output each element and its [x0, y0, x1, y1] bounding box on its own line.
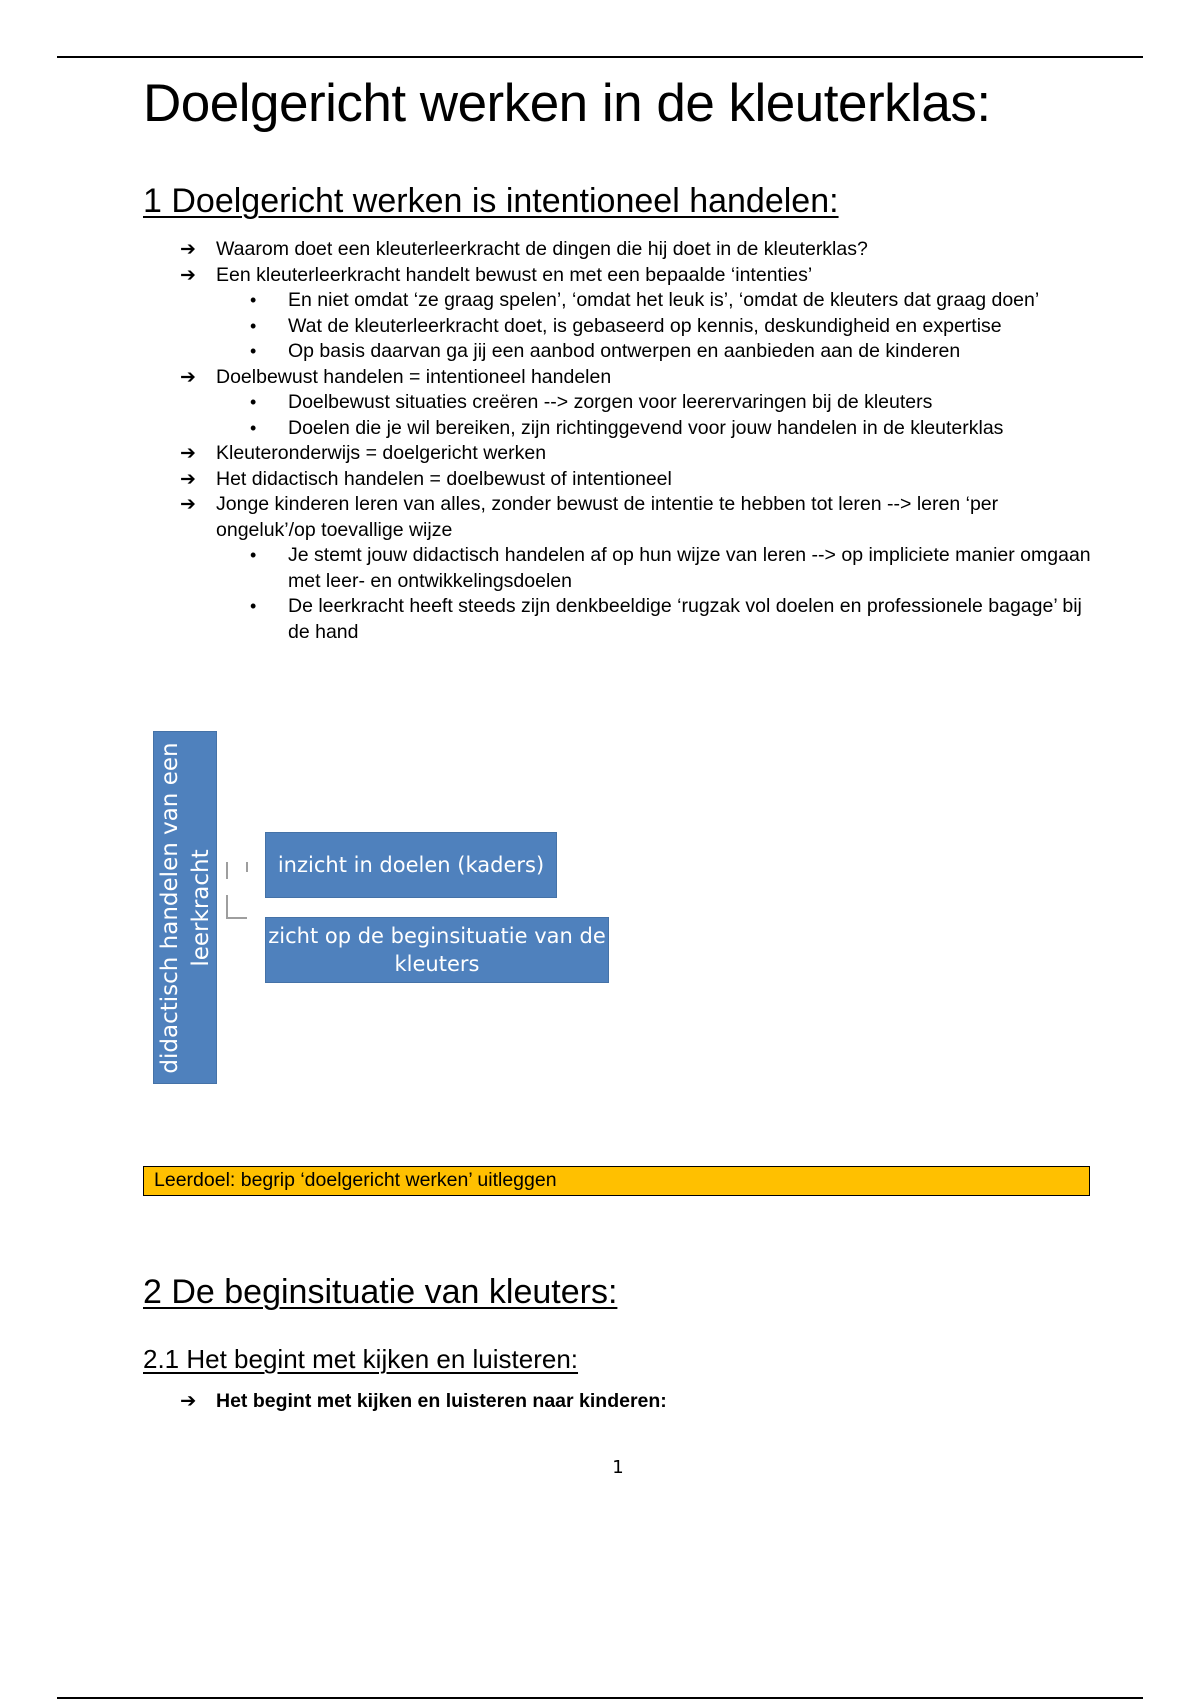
bullet-item: • En niet omdat ‘ze graag spelen’, ‘omdat het leuk is’, ‘omdat de kleuters dat graag doen’ — [180, 288, 1100, 314]
diagram-child-box-start-situation: zicht op de beginsituatie van de kleuters — [265, 917, 609, 983]
diagram-root-label: didactisch handelen van een leerkracht — [157, 742, 214, 1074]
list-item: ➔ Doelbewust handelen = intentioneel handelen — [180, 365, 1100, 391]
bullet-icon: • — [250, 545, 257, 565]
bullet-icon: • — [250, 290, 257, 310]
bullet-item: • De leerkracht heeft steeds zijn denkbeeldige ‘rugzak vol doelen en professionele bagage’ bij de hand — [250, 595, 1082, 643]
section-2-1-heading: 2.1 Het begint met kijken en luisteren: — [143, 1344, 579, 1374]
arrow-icon: ➔ — [180, 238, 196, 260]
bullet-icon: • — [250, 392, 257, 412]
diagram-root-box — [153, 731, 217, 1084]
list-item: ➔ Een kleuterleerkracht handelt bewust en met een bepaalde ‘intenties’ — [180, 263, 1100, 289]
arrow-icon: ➔ — [180, 1389, 197, 1412]
bullet-item: • Doelen die je wil bereiken, zijn richtinggevend voor jouw handelen in de kleuterklas — [180, 416, 1100, 442]
list-item: ➔ Jonge kinderen leren van alles, zonder bewust de intentie te hebben tot leren --> leren ‘per ongeluk’/op toevallige wijze — [180, 493, 999, 541]
bullet-item: • Doelbewust situaties creëren --> zorgen voor leerervaringen bij de kleuters — [180, 390, 1100, 416]
hierarchy-diagram — [153, 731, 633, 1084]
bullet-item: • Wat de kleuterleerkracht doet, is gebaseerd op kennis, deskundigheid en expertise — [180, 314, 1100, 340]
list-item: ➔ Het didactisch handelen = doelbewust of intentioneel — [180, 467, 1100, 493]
bullet-item: • Je stemt jouw didactisch handelen af op hun wijze van leren --> op impliciete manier omgaan met leer- en ontwikkelingsdoelen — [250, 544, 1091, 592]
bullet-item: • Op basis daarvan ga jij een aanbod ontwerpen en aanbieden aan de kinderen — [180, 339, 1100, 365]
arrow-icon: ➔ — [180, 263, 196, 286]
arrow-icon: ➔ — [180, 442, 196, 464]
bullet-icon: • — [250, 315, 257, 336]
section-2-heading: 2 De beginsituatie van kleuters: — [143, 1273, 618, 1311]
bottom-rule — [57, 1697, 1143, 1699]
section-1-list — [180, 237, 1100, 645]
bullet-icon: • — [250, 596, 257, 616]
list-item: ➔ Kleuteronderwijs = doelgericht werken — [180, 441, 1100, 467]
diagram-child-box-goals: inzicht in doelen (kaders) — [265, 832, 557, 898]
arrow-icon: ➔ — [180, 365, 196, 388]
list-item: ➔ Waarom doet een kleuterleerkracht de dingen die hij doet in de kleuterklas? — [180, 237, 1100, 263]
section-1-heading: 1 Doelgericht werken is intentioneel handelen: — [143, 182, 839, 220]
top-rule — [57, 56, 1143, 58]
bullet-icon: • — [250, 341, 257, 361]
arrow-icon: ➔ — [180, 493, 196, 515]
learning-goal-box: Leerdoel: begrip ‘doelgericht werken’ uitleggen — [143, 1166, 1090, 1196]
list-item: ➔ Het begint met kijken en luisteren naar kinderen: — [180, 1389, 667, 1412]
diagram-connector — [225, 862, 255, 962]
bullet-icon: • — [250, 417, 257, 438]
arrow-icon: ➔ — [180, 467, 196, 490]
page-number: 1 — [612, 1457, 624, 1478]
document-title: Doelgericht werken in de kleuterklas: — [143, 74, 991, 133]
